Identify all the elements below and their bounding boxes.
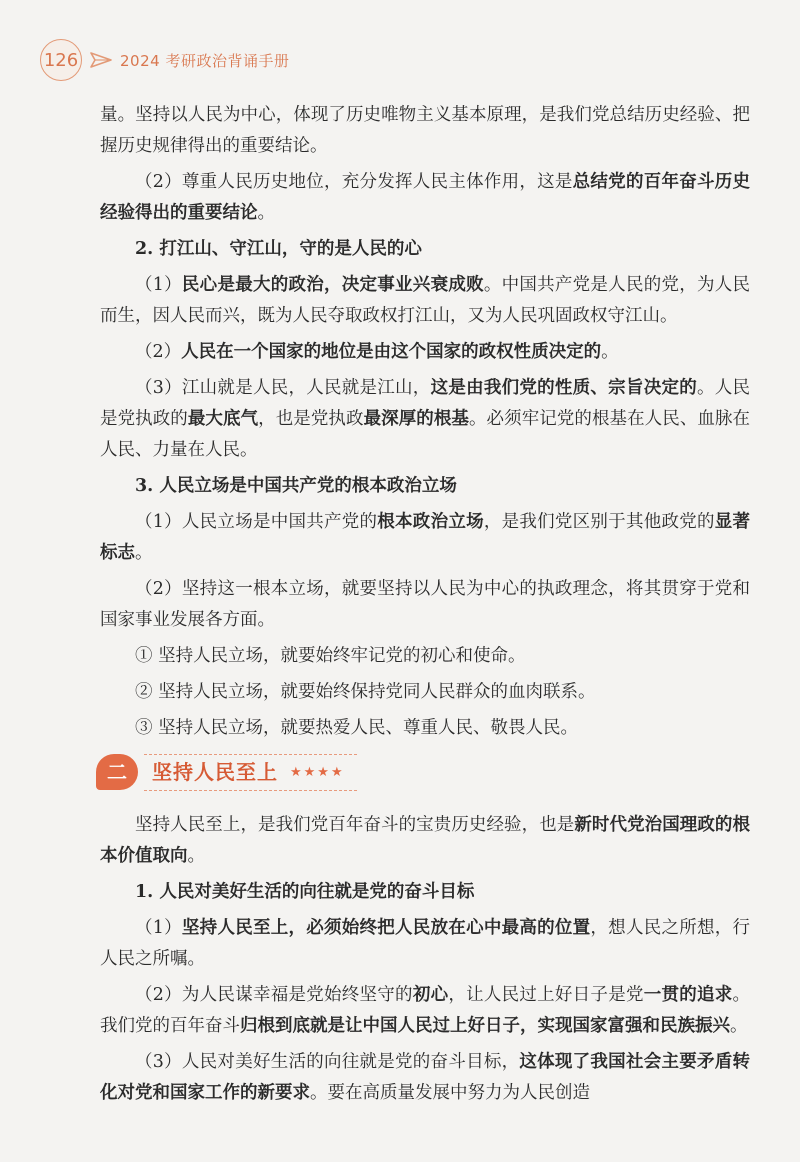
paragraph: （2）尊重人民历史地位，充分发挥人民主体作用，这是总结党的百年奋斗历史经验得出的重要结论。 [100, 172, 751, 223]
paragraph: （1）坚持人民至上，必须始终把人民放在心中最高的位置，想人民之所想，行人民之所嘱。 [100, 918, 751, 969]
page-body [100, 100, 750, 1114]
list-item: ② 坚持人民立场，就要始终保持党同人民群众的血肉联系。 [135, 682, 596, 702]
list-item: ③ 坚持人民立场，就要热爱人民、尊重人民、敬畏人民。 [135, 718, 579, 738]
subheading: 1. 人民对美好生活的向往就是党的奋斗目标 [135, 882, 475, 902]
section-title: 坚持人民至上 [152, 759, 278, 784]
section-number-badge: 二 [96, 754, 138, 790]
subheading: 3. 人民立场是中国共产党的根本政治立场 [135, 476, 457, 496]
paragraph: （1）民心是最大的政治，决定事业兴衰成败。中国共产党是人民的党，为人民而生，因人民而兴，既为人民夺取政权打江山，又为人民巩固政权守江山。 [100, 275, 751, 326]
paragraph: （3）江山就是人民，人民就是江山，这是由我们党的性质、宗旨决定的。人民是党执政的最大底气，也是党执政最深厚的根基。必须牢记党的根基在人民、血脉在人民、力量在人民。 [100, 378, 751, 460]
paragraph: （2）为人民谋幸福是党始终坚守的初心，让人民过上好日子是党一贯的追求。我们党的百年奋斗归根到底就是让中国人民过上好日子，实现国家富强和民族振兴。 [100, 985, 751, 1036]
paragraph: 量。坚持以人民为中心，体现了历史唯物主义基本原理，是我们党总结历史经验、把握历史规律得出的重要结论。 [100, 105, 750, 156]
importance-stars: ★★★★ [290, 764, 345, 780]
list-item: ① 坚持人民立场，就要始终牢记党的初心和使命。 [135, 646, 526, 666]
paragraph: （2）人民在一个国家的地位是由这个国家的政权性质决定的。 [135, 342, 619, 362]
section-title-box [144, 754, 357, 791]
page-number: 126 [40, 39, 82, 81]
paragraph: （1）人民立场是中国共产党的根本政治立场，是我们党区别于其他政党的显著标志。 [100, 512, 751, 563]
paper-plane-icon [90, 51, 112, 69]
subheading: 2. 打江山、守江山，守的是人民的心 [135, 239, 422, 259]
page-header [40, 38, 289, 82]
paragraph: （3）人民对美好生活的向往就是党的奋斗目标，这体现了我国社会主要矛盾转化对党和国家工作的新要求。要在高质量发展中努力为人民创造 [100, 1052, 751, 1103]
paragraph: 坚持人民至上，是我们党百年奋斗的宝贵历史经验，也是新时代党治国理政的根本价值取向。 [100, 815, 751, 866]
section-heading [96, 752, 750, 792]
book-title: 2024 考研政治背诵手册 [120, 51, 290, 70]
paragraph: （2）坚持这一根本立场，就要坚持以人民为中心的执政理念，将其贯穿于党和国家事业发展各方面。 [100, 579, 750, 630]
